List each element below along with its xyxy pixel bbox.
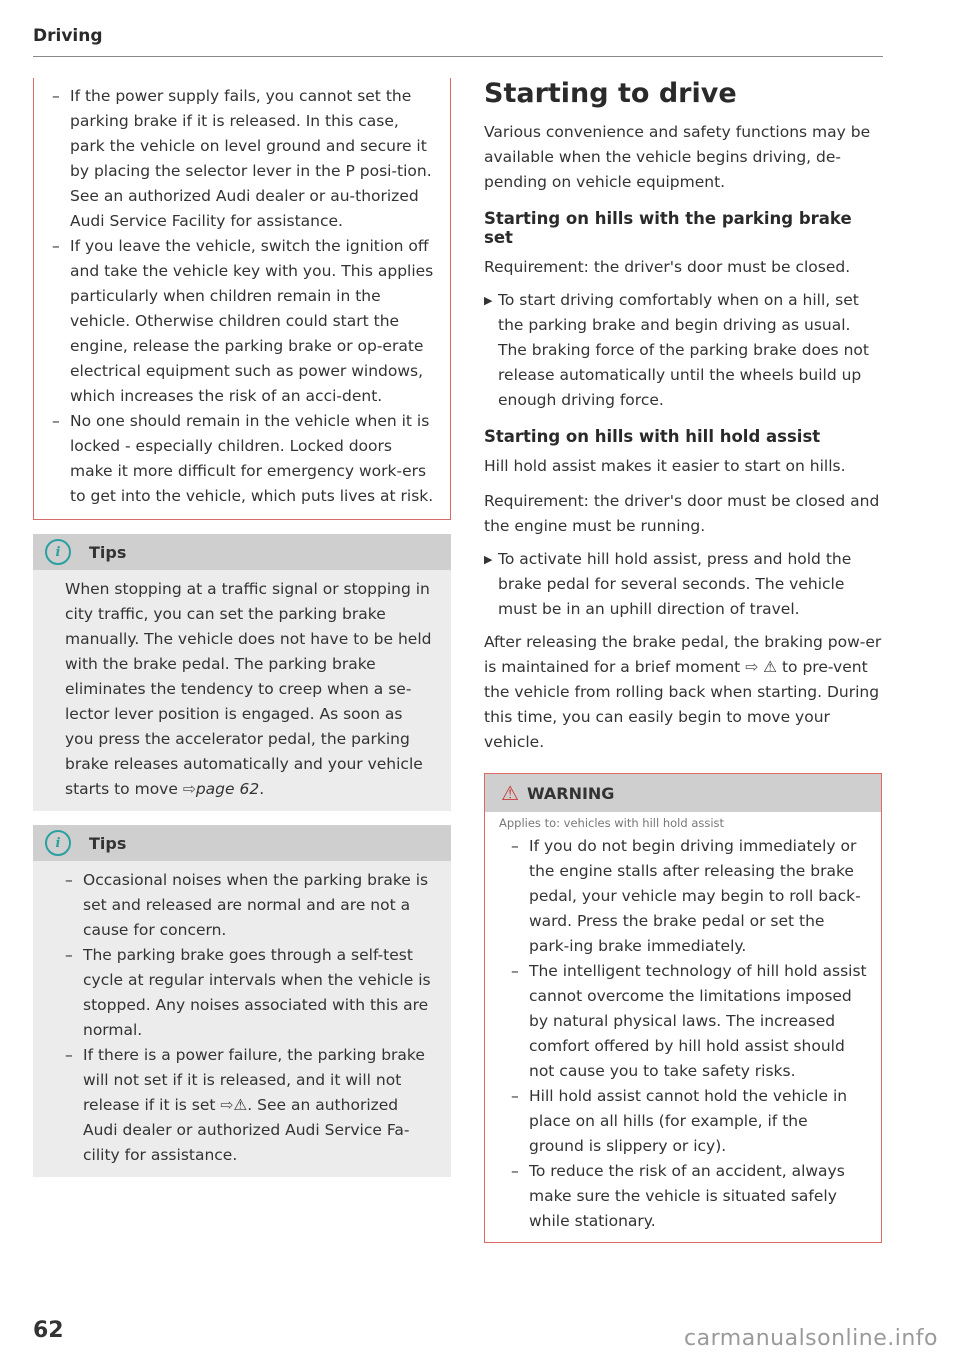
warning-header [485, 774, 881, 812]
step-text: To start driving comfortably when on a hill, set the parking brake and begin driving as usual. The braking force of the parking brake does not release automatically until the wheels build up enough driving force. [498, 291, 869, 409]
step-arrow-icon: ▶ [484, 294, 493, 307]
arrow-icon: ⇨ [745, 658, 759, 676]
step-arrow-icon: ▶ [484, 553, 493, 566]
tips-header [33, 534, 451, 570]
page-number: 62 [33, 1318, 64, 1343]
section-heading: Starting on hills with the parking brake set [484, 209, 852, 247]
warning-list [511, 834, 867, 1234]
arrow-icon: ⇨ [182, 780, 196, 798]
tips-title: Tips [89, 542, 127, 562]
left-column [33, 78, 451, 1177]
list-item: – To reduce the risk of an accident, always make sure the vehicle is situated safely while stationary. [511, 1159, 867, 1234]
after-text: After releasing the brake pedal, the braking pow-er is maintained for a brief moment [484, 633, 882, 676]
item-text: . See an authorized Audi dealer or authorized Audi Service Fa-cility for assistance. [83, 1096, 410, 1164]
info-icon: i [45, 539, 71, 565]
tips-paragraph: When stopping at a traffic signal or stopping in city traffic, you can set the parking brake manually. The vehicle does not have to be held with the brake pedal. The parking brake eliminates the tendency to creep when a se-lector lever position is engaged. As soon as you press the accelerator pedal, the parking brake releases automatically and your vehicle starts to move [65, 580, 432, 798]
section-intro: Hill hold assist makes it easier to start on hills. [484, 457, 846, 475]
list-item: – If you leave the vehicle, switch the ignition off and take the vehicle key with you. This applies particularly when children remain in the vehicle. Otherwise children could start the engine, release the parking brake or op-erate electrical equipment such as power windows, which increases the risk of an acci-dent. [52, 234, 436, 409]
after-text: to pre-vent the vehicle from rolling back when starting. During this time, you can easily begin to move your vehicle. [484, 658, 880, 751]
step-item [484, 547, 882, 622]
after-paragraph [484, 630, 882, 755]
warning-box [484, 773, 882, 1243]
step-text: To activate hill hold assist, press and hold the brake pedal for several seconds. The vehicle must be in an uphill direction of travel. [498, 550, 852, 618]
warning-ref-icon[interactable]: ⚠ [233, 1096, 248, 1114]
list-item: – If you do not begin driving immediately or the engine stalls after releasing the brake pedal, your vehicle may begin to roll back-ward. Press the brake pedal or set the park-ing brake immediately. [511, 834, 867, 959]
tips-box-2 [33, 825, 451, 1177]
page-reference-link[interactable]: page 62 [195, 780, 260, 798]
right-column [484, 78, 882, 1243]
warning-triangle-icon: ⚠ [501, 781, 519, 805]
warning-continuation-box [33, 78, 451, 520]
step-item [484, 288, 882, 413]
tips-list [65, 868, 437, 1168]
watermark: carmanualsonline.info [684, 1326, 938, 1351]
list-item: – If the power supply fails, you cannot set the parking brake if it is released. In this case, park the vehicle on level ground and secure it by placing the selector lever in the P posi-tion. See an authorized Audi dealer or au-thorized Audi Service Facility for assistance. [52, 84, 436, 234]
applies-to-text: Applies to: vehicles with hill hold assist [499, 816, 725, 830]
section-heading: Starting on hills with hill hold assist [484, 427, 821, 446]
tips-body [33, 570, 451, 811]
tips-text [65, 577, 435, 802]
item-text: If there is a power failure, the parking brake will not set if it is released, and it will not release if it is set [83, 1046, 425, 1114]
tips-box-1 [33, 534, 451, 811]
requirement-text: Requirement: the driver's door must be closed. [484, 258, 851, 276]
section-title: Driving [33, 26, 103, 46]
warning-body [485, 832, 881, 1242]
warning-continuation-list [52, 84, 436, 509]
list-item: – The parking brake goes through a self-test cycle at regular intervals when the vehicle is stopped. Any noises associated with this are normal. [65, 943, 437, 1043]
tips-body [33, 861, 451, 1177]
tips-header [33, 825, 451, 861]
list-item: – Occasional noises when the parking brake is set and released are normal and are not a cause for concern. [65, 868, 437, 943]
page-title: Starting to drive [484, 78, 737, 109]
page-header [33, 26, 883, 57]
warning-ref-icon[interactable]: ⚠ [763, 658, 778, 676]
list-item: – No one should remain in the vehicle when it is locked - especially children. Locked doors make it more difficult for emergency work-ers to get into the vehicle, which puts lives at risk. [52, 409, 436, 509]
list-item [65, 1043, 437, 1168]
arrow-icon: ⇨ [220, 1096, 234, 1114]
list-item: – Hill hold assist cannot hold the vehicle in place on all hills (for example, if the ground is slippery or icy). [511, 1084, 867, 1159]
info-icon: i [45, 830, 71, 856]
period: . [259, 780, 265, 798]
warning-title: WARNING [526, 783, 615, 803]
requirement-text: Requirement: the driver's door must be closed and the engine must be running. [484, 492, 880, 535]
list-item: – The intelligent technology of hill hold assist cannot overcome the limitations imposed by natural physical laws. The increased comfort offered by hill hold assist should not cause you to take safety risks. [511, 959, 867, 1084]
intro-paragraph: Various convenience and safety functions may be available when the vehicle begins driving, de-pending on vehicle equipment. [484, 123, 871, 191]
tips-title: Tips [89, 833, 127, 853]
